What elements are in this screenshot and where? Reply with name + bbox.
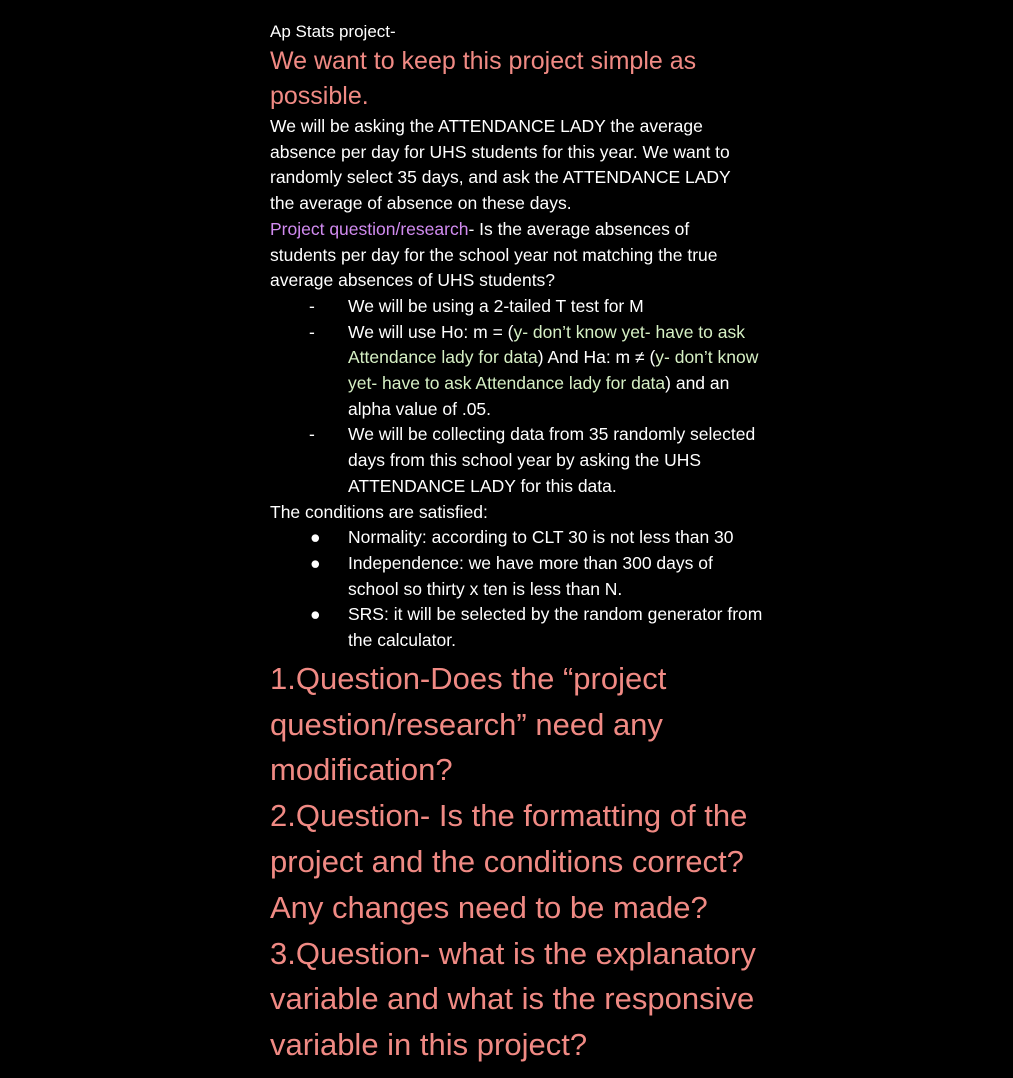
research-question [270, 217, 850, 294]
description-line: randomly select 35 days, and ask the ATTENDANCE LADY [270, 167, 731, 188]
question-line: 3.Question- what is the explanatory [270, 935, 756, 971]
condition-text: Independence: we have more than 300 days of [348, 552, 713, 573]
alt-value-note: y- don’t know [655, 347, 759, 368]
description-line: the average of absence on these days. [270, 193, 572, 214]
description-line: absence per day for UHS students for this year. We want to [270, 141, 730, 162]
question-line: question/research” need any [270, 706, 663, 742]
plan-item-collection [270, 422, 850, 499]
question-line: project and the conditions correct? [270, 843, 744, 879]
research-text: - Is the average absences of [468, 218, 690, 239]
question-line: 2.Question- Is the formatting of the [270, 798, 748, 834]
condition-text: school so thirty x ten is less than N. [348, 578, 623, 599]
intro-statement [270, 44, 850, 114]
condition-normality [270, 525, 850, 551]
conditions-heading: The conditions are satisfied: [270, 501, 488, 522]
plan-text: We will be using a 2-tailed T test for M [348, 295, 644, 316]
question-line: modification? [270, 752, 453, 788]
intro-line: We want to keep this project simple as [270, 47, 697, 75]
condition-text: the calculator. [348, 630, 456, 651]
research-line: average absences of UHS students? [270, 270, 556, 291]
description-line: We will be asking the ATTENDANCE LADY the average [270, 116, 703, 136]
document [270, 20, 850, 1068]
paren-open: ( [507, 321, 514, 342]
dash-marker: - [309, 295, 315, 316]
hypothesis-middle: ) And Ha: m ≠ ( [537, 347, 656, 368]
bullet-marker: ● [310, 604, 321, 625]
condition-text: Normality: according to CLT 30 is not less than 30 [348, 527, 734, 548]
plan-text: ATTENDANCE LADY for this data. [348, 475, 617, 496]
plan-text: days from this school year by asking the UHS [348, 450, 702, 471]
bullet-marker: ● [310, 552, 321, 573]
conditions-list [270, 525, 850, 654]
plan-text: We will be collecting data from 35 randomly selected [348, 424, 756, 445]
null-value-note-cont: Attendance lady for data [348, 347, 538, 368]
description-paragraph [270, 114, 850, 217]
null-value-note: y- don’t know yet- have to ask [513, 321, 745, 342]
research-line: students per day for the school year not matching the true [270, 244, 718, 265]
condition-text: SRS: it will be selected by the random generator from [348, 604, 763, 625]
condition-srs [270, 602, 850, 653]
question-line: 1.Question-Does the “project [270, 660, 667, 696]
condition-independence [270, 551, 850, 602]
plan-item-test [270, 294, 850, 320]
project-title: Ap Stats project- [270, 22, 396, 41]
question-line: variable and what is the responsive [270, 981, 755, 1017]
question-line: variable in this project? [270, 1027, 588, 1063]
research-label: Project question/research [270, 218, 469, 239]
intro-line: possible. [270, 82, 369, 110]
dash-marker: - [309, 424, 315, 445]
plan-item-hypotheses [270, 320, 850, 423]
research-line [270, 217, 850, 243]
dash-marker: - [309, 321, 315, 342]
alt-value-note-cont: yet- have to ask Attendance lady for data [348, 373, 666, 394]
hypothesis-prefix: We will use Ho: m = [348, 321, 508, 342]
questions-section [270, 656, 850, 1068]
hypothesis-suffix: ) and an [665, 373, 730, 394]
bullet-marker: ● [310, 527, 321, 548]
alpha-value: alpha value of .05. [348, 398, 492, 419]
plan-list [270, 294, 850, 500]
question-line: Any changes need to be made? [270, 889, 708, 925]
